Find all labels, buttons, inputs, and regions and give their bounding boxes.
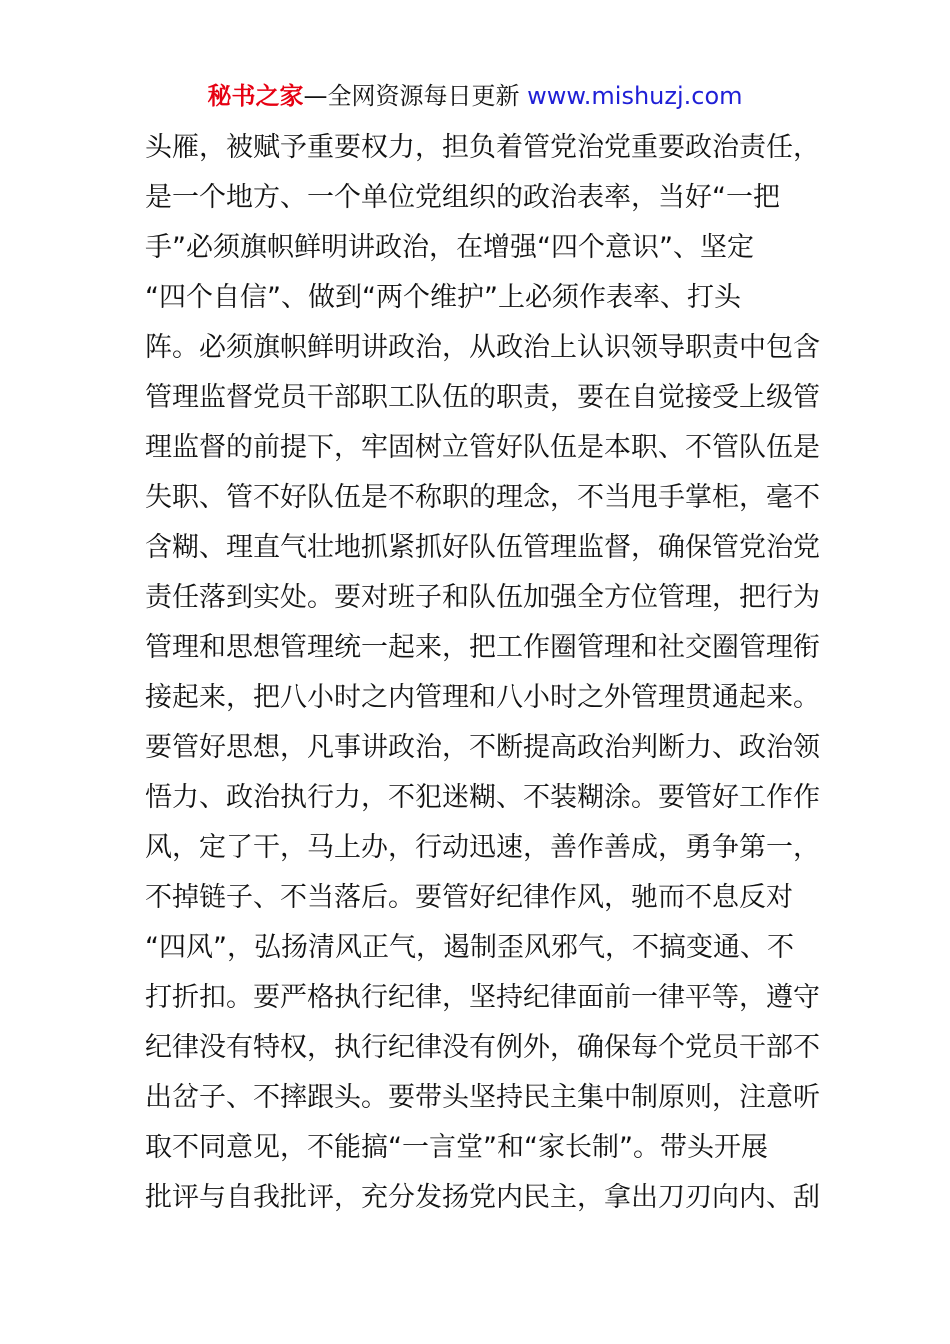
text-line: 管理和思想管理统一起来，把工作圈管理和社交圈管理衔 [145, 632, 820, 663]
text-line: 取不同意见，不能搞“一言堂”和“家长制”。带头开展 [145, 1132, 768, 1163]
text-line: 责任落到实处。要对班子和队伍加强全方位管理，把行为 [145, 582, 820, 613]
site-tagline: —全网资源每日更新 [303, 82, 520, 110]
text-line: 要管好思想，凡事讲政治，不断提高政治判断力、政治领 [145, 732, 820, 763]
text-line: 理监督的前提下，牢固树立管好队伍是本职、不管队伍是 [145, 432, 820, 463]
text-line: 打折扣。要严格执行纪律，坚持纪律面前一律平等，遵守 [145, 982, 820, 1013]
text-line: 风，定了干，马上办，行动迅速，善作善成，勇争第一， [145, 832, 820, 863]
text-line: 失职、管不好队伍是不称职的理念，不当甩手掌柜，毫不 [145, 482, 820, 513]
text-line: “四风”，弘扬清风正气，遏制歪风邪气，不搞变通、不 [145, 932, 794, 963]
text-line: 头雁，被赋予重要权力，担负着管党治党重要政治责任， [145, 132, 820, 163]
text-line: 是一个地方、一个单位党组织的政治表率，当好“一把 [145, 182, 780, 213]
document-body [145, 123, 825, 1223]
text-line: 手”必须旗帜鲜明讲政治，在增强“四个意识”、坚定 [145, 232, 754, 263]
text-line: 含糊、理直气壮地抓紧抓好队伍管理监督，确保管党治党 [145, 532, 820, 563]
text-line: 管理监督党员干部职工队伍的职责，要在自觉接受上级管 [145, 382, 820, 413]
text-line: 接起来，把八小时之内管理和八小时之外管理贯通起来。 [145, 682, 820, 713]
text-line: 阵。必须旗帜鲜明讲政治，从政治上认识领导职责中包含 [145, 332, 820, 363]
text-line: 纪律没有特权，执行纪律没有例外，确保每个党员干部不 [145, 1032, 820, 1063]
text-line: 悟力、政治执行力，不犯迷糊、不装糊涂。要管好工作作 [145, 782, 820, 813]
text-line: 出岔子、不摔跟头。要带头坚持民主集中制原则，注意听 [145, 1082, 820, 1113]
site-brand: 秘书之家 [207, 82, 304, 110]
text-line: 不掉链子、不当落后。要管好纪律作风，驰而不息反对 [145, 882, 793, 913]
text-line: “四个自信”、做到“两个维护”上必须作表率、打头 [145, 282, 741, 313]
site-url-link[interactable]: www.mishuzj.com [527, 82, 743, 110]
text-line: 批评与自我批评，充分发扬党内民主，拿出刀刃向内、刮 [145, 1182, 820, 1213]
page-header [0, 78, 950, 114]
